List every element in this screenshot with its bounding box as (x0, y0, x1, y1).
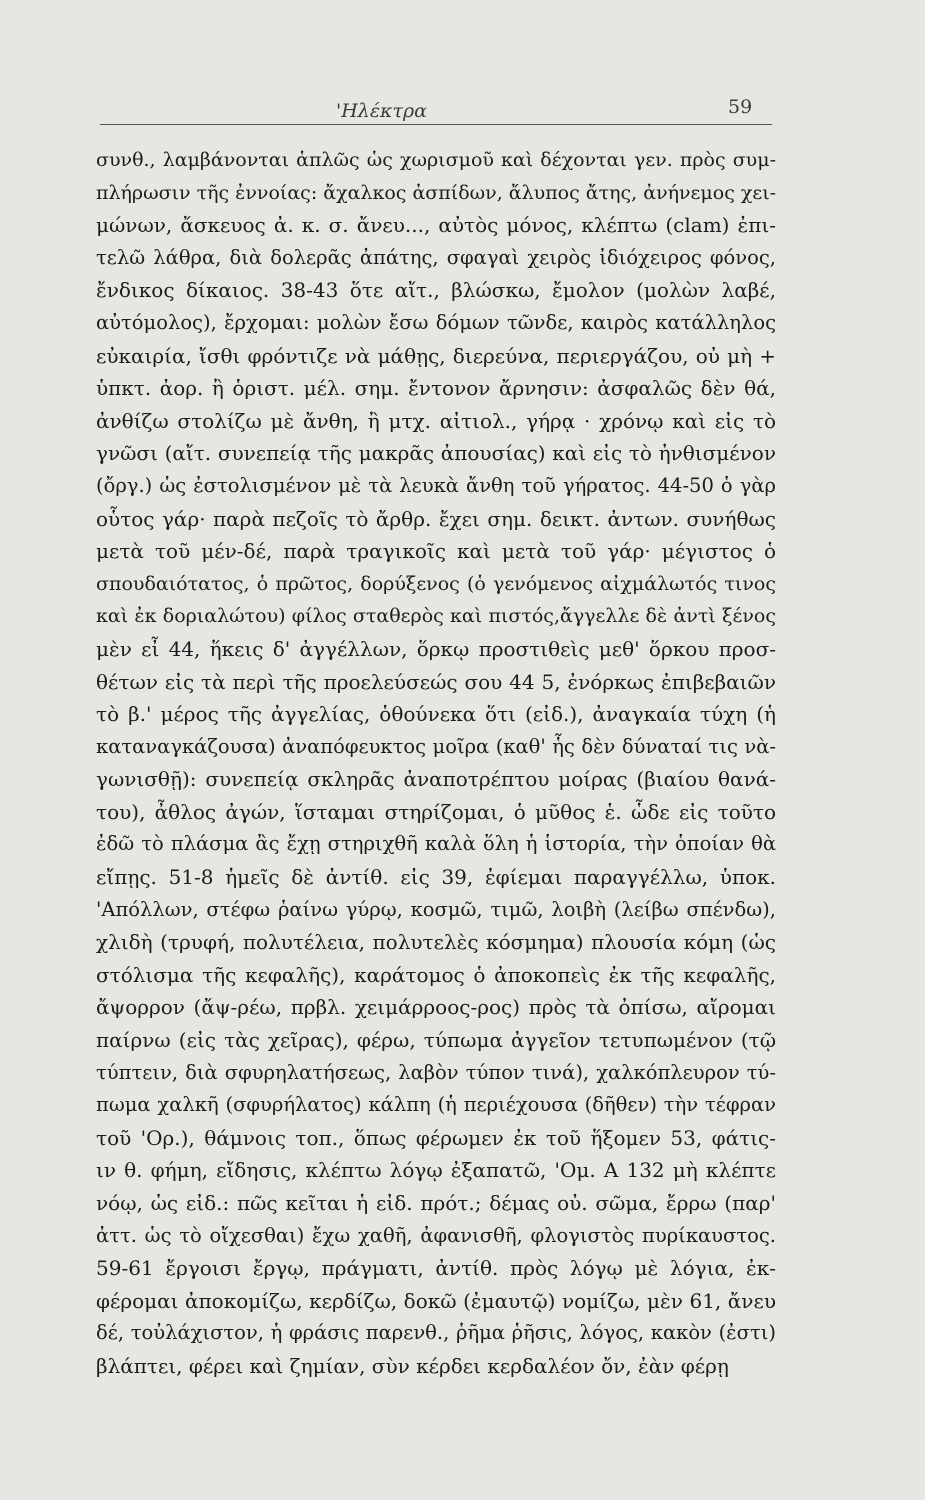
text-line: ὑπκτ. ἀορ. ἢ ὁριστ. μέλ. σημ. ἔντονον ἄρνησιν: ἀσφαλῶς δὲν θά, (96, 376, 776, 401)
text-line: (ὄργ.) ὡς ἐστολισμένον μὲ τὰ λευκὰ ἄνθη τοῦ γήρατος. 44-50 ὁ γὰρ (96, 473, 776, 497)
commentary-text (96, 144, 776, 1383)
text-line: 'Απόλλων, στέφω ῥαίνω γύρῳ, κοσμῶ, τιμῶ, λοιβὴ (λείβω σπένδω), (96, 897, 776, 921)
text-line: νόῳ, ὡς εἰδ.: πῶς κεῖται ἡ εἰδ. πρότ.; δέμας οὐ. σῶμα, ἔρρω (παρ' (96, 1191, 776, 1215)
text-line: θέτων εἰς τὰ περὶ τῆς προελεύσεώς σου 44 5, ἐνόρκως ἐπιβεβαιῶν (96, 669, 776, 694)
page-number: 59 (728, 96, 753, 118)
text-line: ἀνθίζω στολίζω μὲ ἄνθη, ἢ μτχ. αἰτιολ., γήρᾳ · χρόνῳ καὶ εἰς τὸ (96, 408, 776, 433)
running-head-title: 'Ηλέκτρα (336, 100, 428, 122)
text-line: ἔνδικος δίκαιος. 38-43 ὅτε αἴτ., βλώσκω, ἔμολον (μολὼν λαβέ, (96, 278, 776, 303)
text-line: στόλισμα τῆς κεφαλῆς), καράτομος ὁ ἀποκοπεὶς ἐκ τῆς κεφαλῆς, (96, 962, 776, 987)
text-line: καὶ ἐκ δοριαλώτου) φίλος σταθερὸς καὶ πιστός,ἄγγελλε δὲ ἀντὶ ξένος (96, 605, 776, 628)
text-line: μώνων, ἄσκευος ἀ. κ. σ. ἄνευ..., αὐτὸς μόνος, κλέπτω (clam) ἐπι- (96, 213, 776, 238)
header-rule (100, 124, 772, 125)
text-line: εὐκαιρία, ἴσθι φρόντιζε νὰ μάθῃς, διερεύνα, περιεργάζου, οὐ μὴ + (96, 343, 776, 368)
text-line: τύπτειν, διὰ σφυρηλατήσεως, λαβὸν τύπον τινά), χαλκόπλευρον τύ- (96, 1060, 776, 1084)
text-line: σπουδαιότατος, ὁ πρῶτος, δορύξενος (ὁ γενόμενος αἰχμάλωτός τινος (96, 572, 776, 595)
text-line: καταναγκάζουσα) ἀναπόφευκτος μοῖρα (καθ' ἧς δὲν δύναταί τις νὰ- (96, 734, 776, 758)
text-line: ἐδῶ τὸ πλάσμα ἂς ἔχῃ στηριχθῆ καλὰ ὅλη ἡ ἱστορία, τὴν ὁποίαν θὰ (96, 832, 776, 856)
text-line: εἴπῃς. 51-8 ἡμεῖς δὲ ἀντίθ. εἰς 39, ἐφίεμαι παραγγέλλω, ὑποκ. (96, 865, 776, 890)
text-line: συνθ., λαμβάνονται ἁπλῶς ὡς χωρισμοῦ καὶ δέχονται γεν. πρὸς συμ- (96, 149, 776, 171)
text-line: πλήρωσιν τῆς ἐννοίας: ἄχαλκος ἀσπίδων, ἄλυπος ἄτης, ἀνήνεμος χει- (96, 181, 777, 204)
running-head (0, 96, 925, 126)
text-line: αὐτόμολος), ἔρχομαι: μολὼν ἔσω δόμων τῶνδε, καιρὸς κατάλληλος (96, 310, 776, 334)
text-line: τοῦ 'Ορ.), θάμνοις τοπ., ὅπως φέρωμεν ἐκ τοῦ ἥξομεν 53, φάτις- (96, 1125, 776, 1150)
text-line: παίρνω (εἰς τὰς χεῖρας), φέρω, τύπωμα ἀγγεῖον τετυπωμένον (τῷ (96, 1028, 776, 1053)
text-line: τελῶ λάθρα, διὰ δολερᾶς ἀπάτης, σφαγαὶ χειρὸς ἰδιόχειρος φόνος, (96, 245, 776, 269)
text-line: γνῶσι (αἴτ. συνεπείᾳ τῆς μακρᾶς ἀπουσίας) καὶ εἰς τὸ ἠνθισμένον (96, 441, 776, 466)
text-line: βλάπτει, φέρει καὶ ζημίαν, σὺν κέρδει κερδαλέον ὄν, ἐὰν φέρῃ (96, 1353, 729, 1378)
text-line: πωμα χαλκῆ (σφυρήλατος) κάλπη (ἡ περιέχουσα (δῆθεν) τὴν τέφραν (96, 1093, 776, 1117)
text-line: φέρομαι ἀποκομίζω, κερδίζω, δοκῶ (ἐμαυτῷ) νομίζω, μὲν 61, ἄνευ (96, 1288, 776, 1313)
text-line: οὗτος γάρ· παρὰ πεζοῖς τὸ ἄρθρ. ἔχει σημ. δεικτ. ἀντων. συνήθως (96, 506, 776, 531)
text-line: γωνισθῇ): συνεπείᾳ σκληρᾶς ἀναποτρέπτου μοίρας (βιαίου θανά- (96, 767, 776, 792)
text-line: ἄψορρον (ἄψ-ρέω, πρβλ. χειμάρροος-ρος) πρὸς τὰ ὀπίσω, αἴρομαι (96, 995, 776, 1020)
text-line: ἀττ. ὡς τὸ οἴχεσθαι) ἔχω χαθῆ, ἀφανισθῆ, φλογιστὸς πυρίκαυστος. (96, 1223, 776, 1247)
text-line: μὲν εἶ 44, ἥκεις δ' ἀγγέλλων, ὅρκῳ προστιθεὶς μεθ' ὅρκου προσ- (96, 636, 776, 661)
text-line: μετὰ τοῦ μέν-δέ, παρὰ τραγικοῖς καὶ μετὰ τοῦ γάρ· μέγιστος ὁ (96, 539, 776, 564)
text-line: δέ, τοὐλάχιστον, ἡ φράσις παρενθ., ῥῆμα ῥῆσις, λόγος, κακὸν (ἐστι) (96, 1321, 776, 1345)
text-line: ιν θ. φήμη, εἴδησις, κλέπτω λόγῳ ἐξαπατῶ, 'Ομ. Α 132 μὴ κλέπτε (96, 1158, 776, 1183)
text-line: 59-61 ἔργοισι ἔργῳ, πράγματι, ἀντίθ. πρὸς λόγῳ μὲ λόγια, ἐκ- (96, 1256, 776, 1281)
text-line: του), ἆθλος ἀγών, ἵσταμαι στηρίζομαι, ὁ μῦθος ἑ. ὧδε εἰς τοῦτο (96, 799, 776, 824)
text-line: τὸ β.' μέρος τῆς ἀγγελίας, ὁθούνεκα ὅτι (εἰδ.), ἀναγκαία τύχη (ἡ (96, 702, 776, 727)
text-line: χλιδὴ (τρυφή, πολυτέλεια, πολυτελὲς κόσμημα) πλουσία κόμη (ὡς (96, 930, 776, 955)
